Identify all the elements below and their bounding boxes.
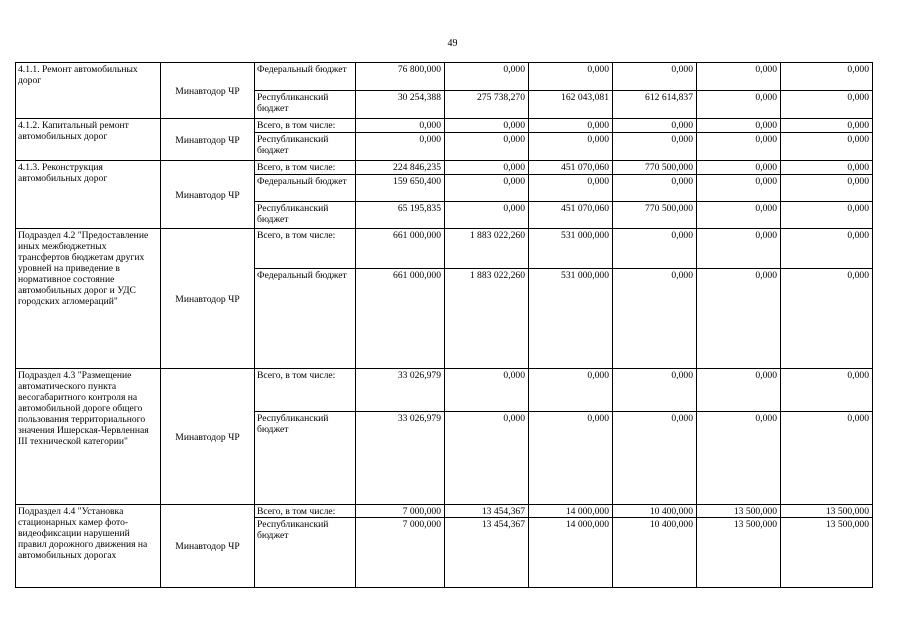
amount-cell: 770 500,000 [613,202,697,229]
executor: Минавтодор ЧР [161,161,255,229]
amount-cell: 0,000 [529,63,613,91]
executor: Минавтодор ЧР [161,505,255,588]
amount-cell: 612 614,837 [613,91,697,119]
amount-cell: 0,000 [781,119,873,133]
executor: Минавтодор ЧР [161,119,255,161]
executor: Минавтодор ЧР [161,369,255,505]
amount-cell: 0,000 [445,412,529,505]
amount-cell: 7 000,000 [356,518,445,588]
funding-source: Всего, в том числе: [255,119,356,133]
amount-cell: 0,000 [529,412,613,505]
amount-cell: 1 883 022,260 [445,269,529,369]
amount-cell: 531 000,000 [529,269,613,369]
table-row [16,119,873,133]
measure-name: 4.1.2. Капитальный ремонт автомобильных дорог [16,119,161,161]
funding-source: Республиканский бюджет [255,412,356,505]
amount-cell: 0,000 [613,369,697,412]
amount-cell: 0,000 [781,202,873,229]
amount-cell: 0,000 [445,161,529,175]
amount-cell: 0,000 [781,175,873,202]
amount-cell: 0,000 [613,133,697,161]
funding-source: Республиканский бюджет [255,133,356,161]
amount-cell: 0,000 [781,161,873,175]
measure-name: 4.1.3. Реконструкция автомобильных дорог [16,161,161,229]
measure-name: Подраздел 4.4 "Установка стационарных камер фото-видеофиксации нарушений правил дорожного движения на автомобильных дорогах [16,505,161,588]
amount-cell: 0,000 [697,369,781,412]
amount-cell: 10 400,000 [613,505,697,518]
amount-cell: 0,000 [781,91,873,119]
amount-cell: 13 454,367 [445,505,529,518]
amount-cell: 0,000 [445,175,529,202]
amount-cell: 0,000 [356,133,445,161]
amount-cell: 13 500,000 [697,518,781,588]
funding-source: Республиканский бюджет [255,91,356,119]
amount-cell: 13 500,000 [697,505,781,518]
amount-cell: 0,000 [613,229,697,269]
amount-cell: 0,000 [697,133,781,161]
amount-cell: 531 000,000 [529,229,613,269]
table-row [16,505,873,518]
funding-source: Федеральный бюджет [255,175,356,202]
funding-source: Федеральный бюджет [255,63,356,91]
amount-cell: 0,000 [613,175,697,202]
amount-cell: 0,000 [445,202,529,229]
amount-cell: 770 500,000 [613,161,697,175]
amount-cell: 451 070,060 [529,202,613,229]
amount-cell: 275 738,270 [445,91,529,119]
measure-name: Подраздел 4.2 "Предоставление иных межбюджетных трансфертов бюджетам других уровней на приведение в нормативное состояние автомобильных дорог и УДС городских агломераций" [16,229,161,369]
amount-cell: 7 000,000 [356,505,445,518]
amount-cell: 0,000 [697,412,781,505]
amount-cell: 33 026,979 [356,412,445,505]
amount-cell: 0,000 [529,175,613,202]
amount-cell: 0,000 [445,63,529,91]
funding-source: Всего, в том числе: [255,161,356,175]
funding-source: Всего, в том числе: [255,369,356,412]
amount-cell: 0,000 [781,369,873,412]
amount-cell: 661 000,000 [356,229,445,269]
page-number: 49 [447,38,458,49]
amount-cell: 0,000 [529,133,613,161]
amount-cell: 0,000 [613,63,697,91]
amount-cell: 0,000 [697,229,781,269]
amount-cell: 0,000 [445,119,529,133]
measure-name: 4.1.1. Ремонт автомобильных дорог [16,63,161,119]
table-row [16,161,873,175]
amount-cell: 65 195,835 [356,202,445,229]
amount-cell: 162 043,081 [529,91,613,119]
amount-cell: 0,000 [781,229,873,269]
amount-cell: 0,000 [781,269,873,369]
amount-cell: 159 650,400 [356,175,445,202]
amount-cell: 0,000 [613,119,697,133]
amount-cell: 0,000 [697,63,781,91]
amount-cell: 13 454,367 [445,518,529,588]
amount-cell: 0,000 [697,91,781,119]
amount-cell: 33 026,979 [356,369,445,412]
amount-cell: 30 254,388 [356,91,445,119]
amount-cell: 0,000 [697,269,781,369]
funding-source: Республиканский бюджет [255,202,356,229]
amount-cell: 10 400,000 [613,518,697,588]
measure-name: Подраздел 4.3 "Размещение автоматического пункта весогабаритного контроля на автомобильной дороге общего пользования территориального значения Ишерская-Червленная III технической категории" [16,369,161,505]
amount-cell: 0,000 [781,133,873,161]
amount-cell: 0,000 [445,369,529,412]
funding-source: Республиканский бюджет [255,518,356,588]
executor: Минавтодор ЧР [161,229,255,369]
amount-cell: 0,000 [445,133,529,161]
budget-table [15,62,873,588]
amount-cell: 0,000 [697,202,781,229]
amount-cell: 13 500,000 [781,505,873,518]
amount-cell: 0,000 [781,63,873,91]
amount-cell: 14 000,000 [529,518,613,588]
amount-cell: 661 000,000 [356,269,445,369]
amount-cell: 0,000 [529,369,613,412]
amount-cell: 224 846,235 [356,161,445,175]
executor: Минавтодор ЧР [161,63,255,119]
table-row [16,63,873,91]
amount-cell: 0,000 [697,175,781,202]
amount-cell: 0,000 [356,119,445,133]
amount-cell: 451 070,060 [529,161,613,175]
amount-cell: 0,000 [529,119,613,133]
amount-cell: 13 500,000 [781,518,873,588]
table-row [16,369,873,412]
amount-cell: 76 800,000 [356,63,445,91]
amount-cell: 1 883 022,260 [445,229,529,269]
amount-cell: 0,000 [781,412,873,505]
amount-cell: 0,000 [697,161,781,175]
table-row [16,229,873,269]
funding-source: Всего, в том числе: [255,229,356,269]
amount-cell: 0,000 [613,412,697,505]
amount-cell: 0,000 [613,269,697,369]
amount-cell: 0,000 [697,119,781,133]
funding-source: Всего, в том числе: [255,505,356,518]
funding-source: Федеральный бюджет [255,269,356,369]
amount-cell: 14 000,000 [529,505,613,518]
